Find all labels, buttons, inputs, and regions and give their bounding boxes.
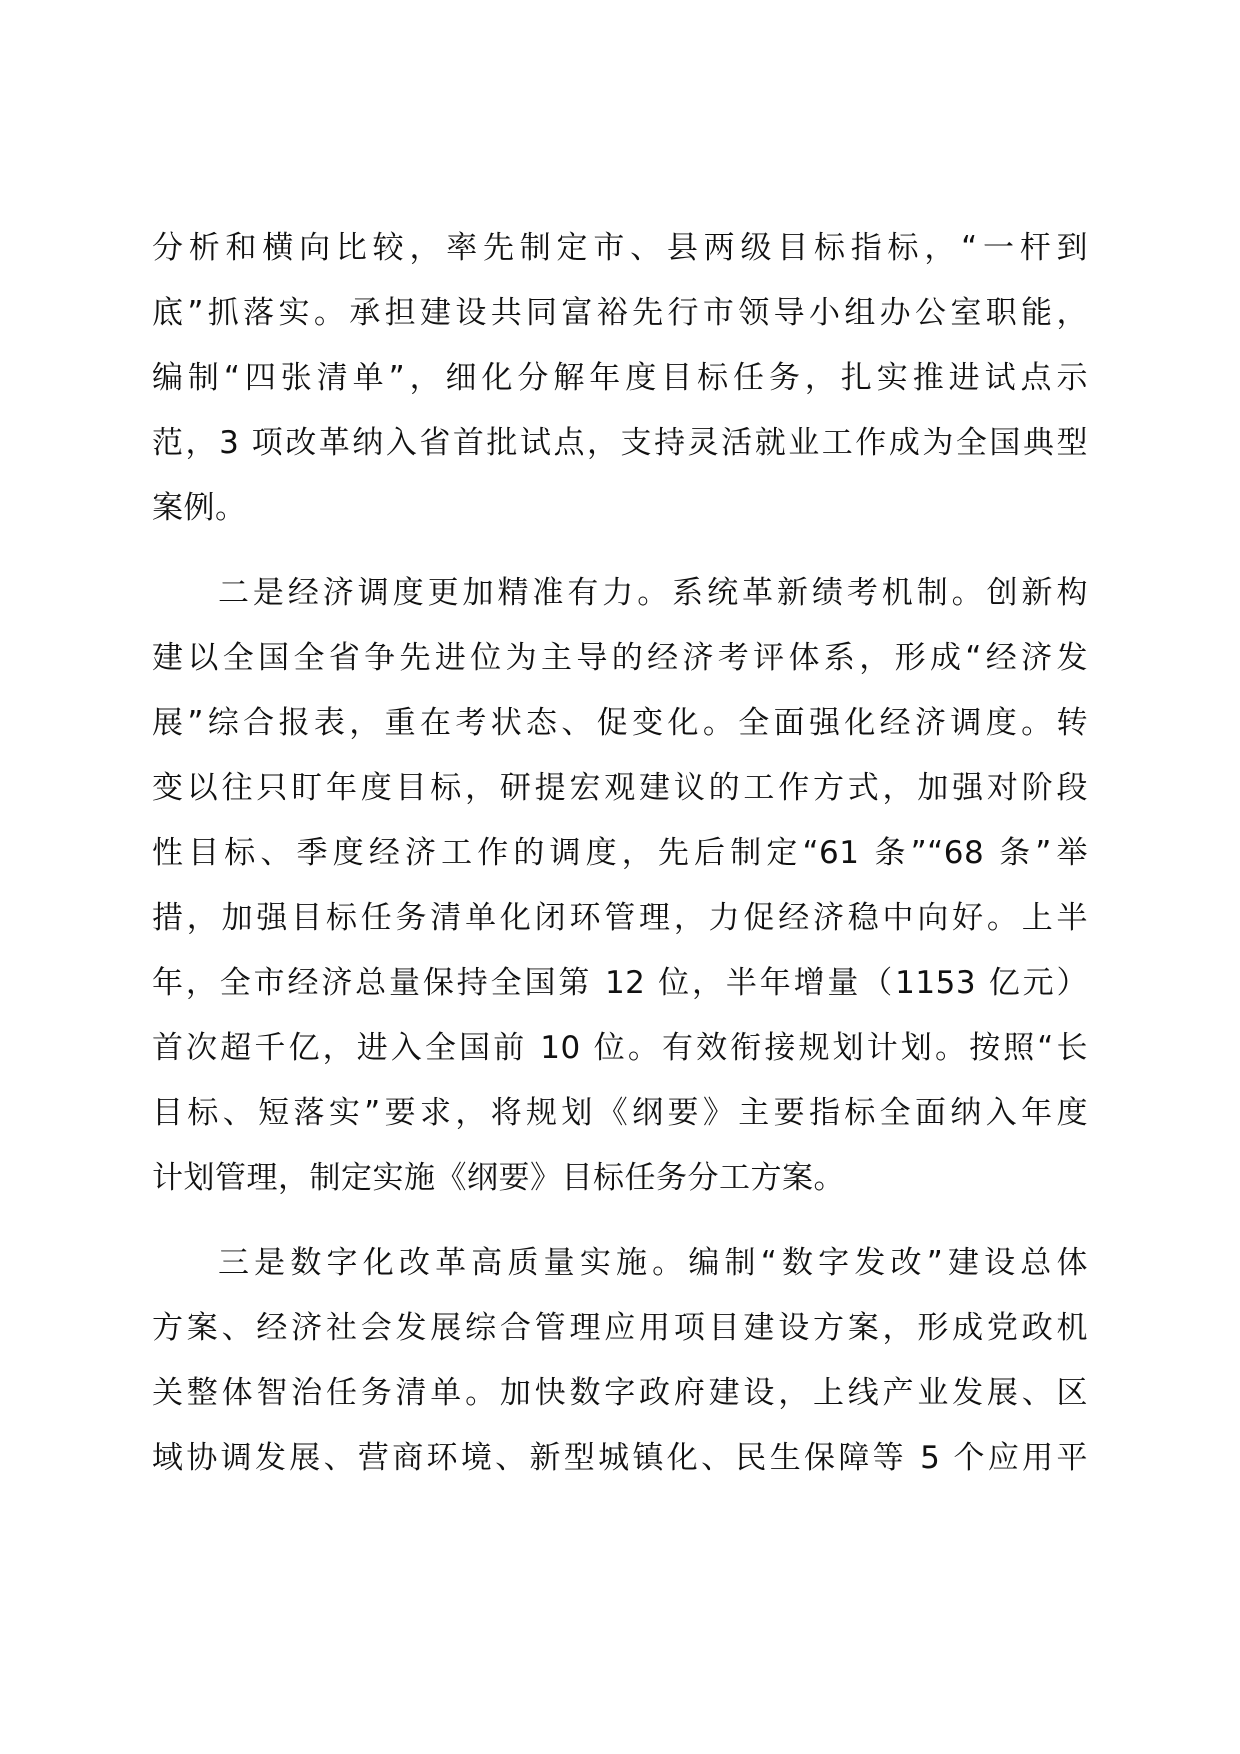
text-line: 方案、经济社会发展综合管理应用项目建设方案，形成党政机 xyxy=(152,1310,1088,1346)
text-line: 分析和横向比较，率先制定市、县两级目标指标，“一杆到 xyxy=(152,230,1088,266)
paragraph-p2 xyxy=(152,561,1088,1211)
text-line: 三是数字化改革高质量实施。编制“数字发改”建设总体 xyxy=(218,1245,1088,1281)
text-line: 年，全市经济总量保持全国第 12 位，半年增量（1153 亿元） xyxy=(152,965,1088,1001)
text-line: 域协调发展、营商环境、新型城镇化、民生保障等 5 个应用平 xyxy=(152,1440,1088,1476)
text-line: 展”综合报表，重在考状态、促变化。全面强化经济调度。转 xyxy=(152,705,1088,741)
text-line: 目标、短落实”要求，将规划《纲要》主要指标全面纳入年度 xyxy=(152,1095,1088,1131)
text-line: 编制“四张清单”，细化分解年度目标任务，扎实推进试点示 xyxy=(152,360,1088,396)
text-line: 性目标、季度经济工作的调度，先后制定“61 条”“68 条”举 xyxy=(152,835,1088,871)
text-line: 变以往只盯年度目标，研提宏观建议的工作方式，加强对阶段 xyxy=(152,770,1088,806)
text-line: 二是经济调度更加精准有力。系统革新绩考机制。创新构 xyxy=(218,575,1088,611)
text-line: 范，3 项改革纳入省首批试点，支持灵活就业工作成为全国典型 xyxy=(152,425,1088,461)
text-line: 案例。 xyxy=(152,490,247,526)
text-line: 措，加强目标任务清单化闭环管理，力促经济稳中向好。上半 xyxy=(152,900,1088,936)
paragraph-p1 xyxy=(152,216,1088,541)
text-line: 首次超千亿，进入全国前 10 位。有效衔接规划计划。按照“长 xyxy=(152,1030,1088,1066)
text-line: 计划管理，制定实施《纲要》目标任务分工方案。 xyxy=(152,1160,845,1196)
text-line: 底”抓落实。承担建设共同富裕先行市领导小组办公室职能， xyxy=(152,295,1088,331)
text-line: 关整体智治任务清单。加快数字政府建设，上线产业发展、区 xyxy=(152,1375,1088,1411)
text-line: 建以全国全省争先进位为主导的经济考评体系，形成“经济发 xyxy=(152,640,1088,676)
document-body xyxy=(152,216,1088,1511)
paragraph-p3 xyxy=(152,1231,1088,1491)
